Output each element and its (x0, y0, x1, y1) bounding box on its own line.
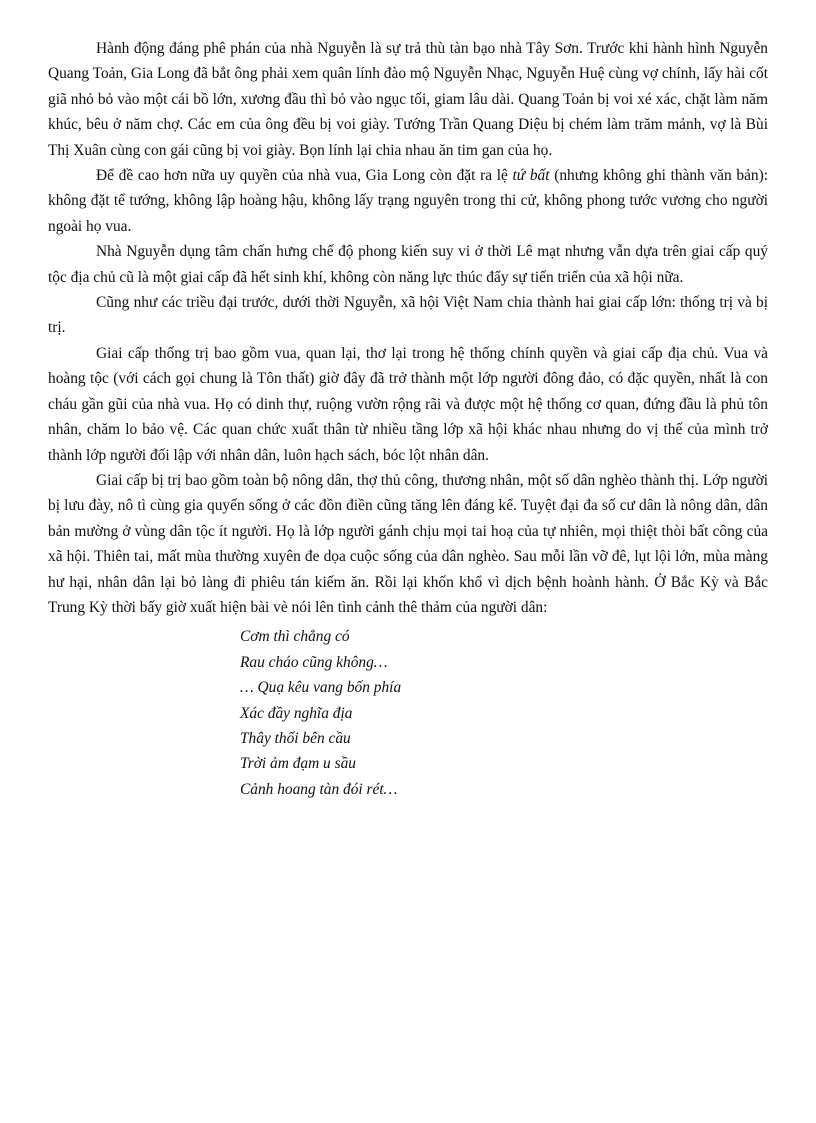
tu-bat-italic-term: tứ bất (512, 167, 550, 185)
paragraph-tay-son-revenge: Hành động đáng phê phán của nhà Nguyễn là sự trả thù tàn bạo nhà Tây Sơn. Trước khi hành hình Nguyễn Quang Toản, Gia Long đã bắt ông phải xem quân lính đào mộ Nguyễn Nhạc, Nguyễn Huệ cùng vợ chính, lấy hài cốt giã nhỏ bỏ vào một cái bồ lớn, xương đầu thì bỏ vào ngục tối, giam lâu dài. Quang Toản bị voi xé xác, chặt làm năm khúc, bêu ở năm chợ. Các em của ông đều bị voi giày. Tướng Trần Quang Diệu bị chém làm trăm mảnh, vợ là Bùi Thị Xuân cùng con gái cũng bị voi giày. Bọn lính lại chia nhau ăn tim gan của họ. (48, 40, 768, 159)
verse-line: Rau cháo cũng không… (240, 653, 388, 671)
verse-line: Xác đầy nghĩa địa (240, 704, 353, 722)
tu-bat-text-after: (nhưng không ghi thành văn bản): không đặt tể tướng, không lập hoàng hậu, không lấy trạng nguyên trong thi cử, không phong tước vương cho người ngoài họ vua. (48, 167, 768, 235)
verse-line: … Quạ kêu vang bốn phía (240, 679, 402, 697)
tu-bat-text-before: Để đề cao hơn nữa uy quyền của nhà vua, Gia Long còn đặt ra lệ (96, 167, 513, 185)
paragraph-feudal-revival: Nhà Nguyễn dụng tâm chấn hưng chế độ phong kiến suy vi ở thời Lê mạt nhưng vẫn dựa trên giai cấp quý tộc địa chủ cũ là một giai cấp đã hết sinh khí, không còn năng lực thúc đẩy sự tiến triển của xã hội nữa. (48, 243, 768, 286)
paragraph-two-classes: Cũng như các triều đại trước, dưới thời Nguyễn, xã hội Việt Nam chia thành hai giai cấp lớn: thống trị và bị trị. (48, 294, 768, 337)
verse-line: Cơm thì chẳng có (240, 628, 350, 646)
paragraph-ruled-class: Giai cấp bị trị bao gồm toàn bộ nông dân, thợ thủ công, thương nhân, một số dân nghèo thành thị. Lớp người bị lưu đày, nô tì cùng gia quyến sống ở các đồn điền cũng tăng lên đáng kể. Tuyệt đại đa số cư dân là nông dân, dân bản mường ở vùng dân tộc ít người. Họ là lớp người gánh chịu mọi tai hoạ của tự nhiên, mọi thiệt thòi bất công của xã hội. Thiên tai, mất mùa thường xuyên đe dọa cuộc sống của dân nghèo. Sau mỗi lần vỡ đê, lụt lội lớn, mùa màng hư hại, nhân dân lại bỏ làng đi phiêu tán kiếm ăn. Rồi lại khốn khổ vì dịch bệnh hoành hành. Ở Bắc Kỳ và Bắc Trung Kỳ thời bấy giờ xuất hiện bài vè nói lên tình cảnh thê thảm của người dân: (48, 471, 768, 616)
folk-verse (240, 624, 768, 802)
paragraph-ruling-class: Giai cấp thống trị bao gồm vua, quan lại, thơ lại trong hệ thống chính quyền và giai cấp địa chủ. Vua và hoàng tộc (với cách gọi chung là Tôn thất) giờ đây đã trở thành một lớp người đông đảo, có đặc quyền, nhất là con cháu gần gũi của nhà vua. Họ có dinh thự, ruộng vườn rộng rãi và được một hệ thống cơ quan, đứng đầu là phủ tôn nhân, chăm lo bảo vệ. Các quan chức xuất thân từ nhiều tầng lớp xã hội khác nhau nhưng do vị thế của mình trở thành lớp người đối lập với nhân dân, luôn hạch sách, bóc lột nhân dân. (48, 344, 768, 464)
verse-line: Thây thối bên cầu (240, 729, 351, 747)
verse-line: Cảnh hoang tàn đói rét… (240, 780, 398, 798)
verse-line: Trời ảm đạm u sầu (240, 755, 356, 773)
paragraph-tu-bat (48, 163, 768, 239)
